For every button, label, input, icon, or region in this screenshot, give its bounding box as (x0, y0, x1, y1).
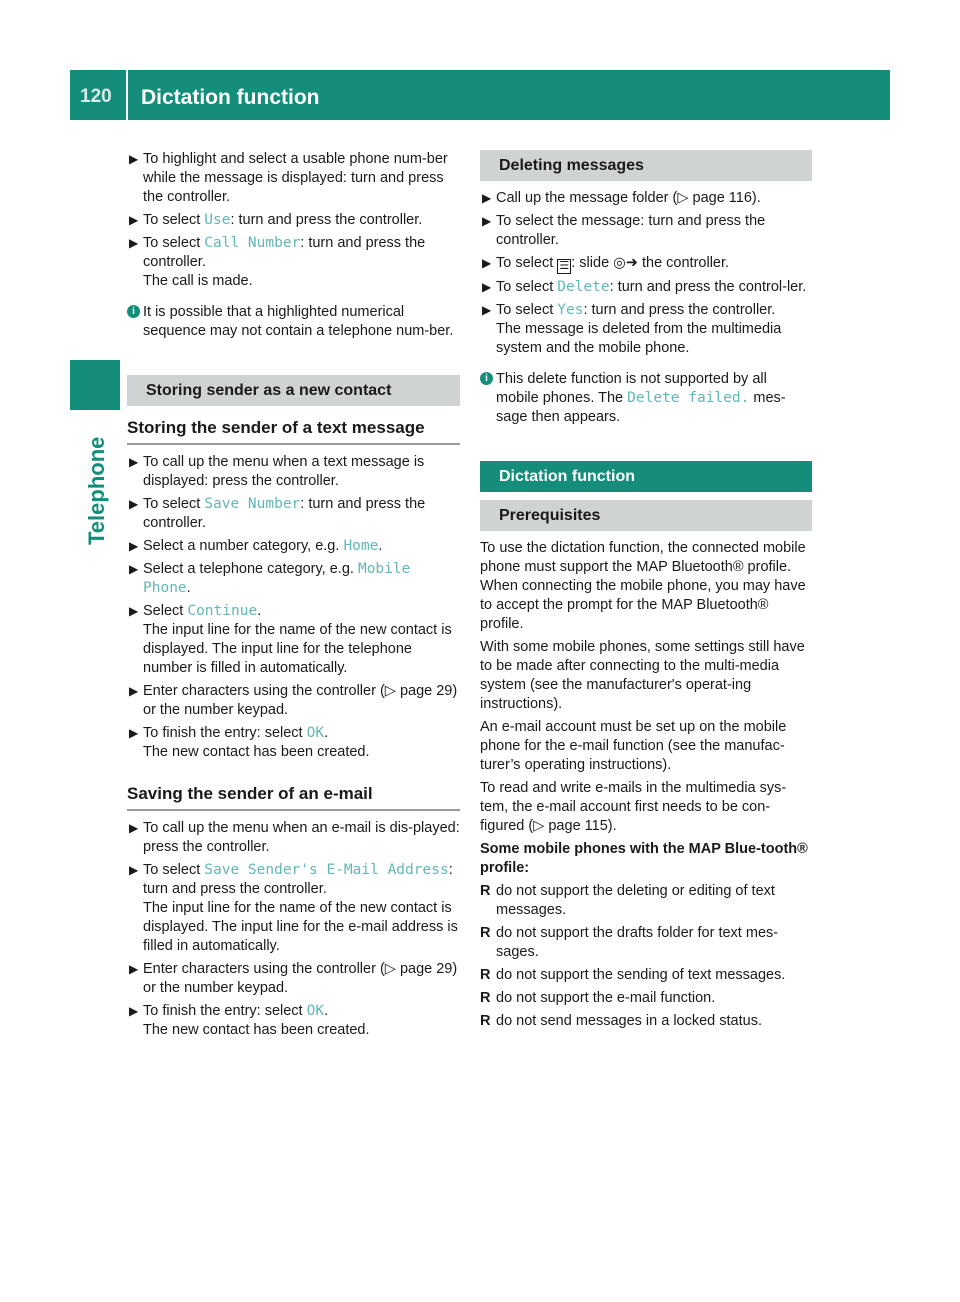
step-text: To select (496, 279, 558, 295)
step-item (127, 682, 460, 720)
arrow-icon: ▶ (129, 236, 139, 250)
bullet-marker: R (480, 990, 491, 1006)
side-tab-marker (70, 360, 120, 410)
step-item (480, 301, 812, 358)
arrow-icon: ▶ (129, 863, 139, 877)
ui-term: Use (204, 212, 231, 228)
step-text: To select (143, 212, 205, 228)
ui-term: Delete (557, 279, 610, 295)
bullet-text: do not support the drafts folder for text mes-sages. (496, 925, 779, 960)
bullet-item (480, 966, 812, 985)
ui-term: Continue (187, 603, 258, 619)
step-list (127, 150, 460, 291)
bullet-item (480, 1012, 812, 1031)
step-item (127, 211, 460, 230)
header-divider (126, 70, 128, 120)
step-result: The new contact has been created. (143, 1022, 370, 1038)
arrow-icon: ▶ (482, 256, 492, 270)
bullet-item (480, 924, 812, 962)
step-text: To select (143, 496, 205, 512)
ui-term: Call Number (204, 235, 301, 251)
step-item (127, 453, 460, 491)
step-text: To select (143, 235, 205, 251)
step-item (480, 278, 812, 297)
bold-paragraph: Some mobile phones with the MAP Blue-tooth® profile: (480, 841, 808, 876)
step-text: To highlight and select a usable phone num-ber while the message is displayed: turn and press the controller. (143, 151, 448, 205)
ui-term: Mobile Phone (143, 561, 411, 596)
paragraph: To use the dictation function, the connected mobile phone must support the MAP Bluetooth® profile. When connecting the mobile phone, you may have to accept the prompt for the MAP Bluetooth® profile. (480, 540, 806, 632)
step-text: : turn and press the controller. (230, 212, 423, 228)
step-text: To select (496, 302, 558, 318)
arrow-icon: ▶ (129, 821, 139, 835)
step-text: : turn and press the control-ler. (609, 279, 807, 295)
info-note (127, 303, 460, 341)
paragraph: With some mobile phones, some settings still have to be made after connecting to the multi-media system (see the manufacturer's operat-ing instructions). (480, 639, 805, 712)
menu-key-icon: ☰ (557, 259, 571, 274)
page-number: 120 (80, 86, 112, 107)
bullet-item (480, 989, 812, 1008)
step-text: . (186, 580, 191, 596)
arrow-icon: ▶ (129, 726, 139, 740)
ui-term: Delete failed. (627, 390, 750, 406)
step-list (127, 453, 460, 762)
step-item (127, 560, 460, 598)
info-note (480, 370, 812, 427)
info-text: This delete function is not supported by all mobile phones. The (496, 371, 767, 406)
step-text: Select a number category, e.g. (143, 538, 344, 554)
step-result: The new contact has been created. (143, 744, 370, 760)
bullet-text: do not support the deleting or editing of text messages. (496, 883, 775, 918)
arrow-icon: ▶ (482, 280, 492, 294)
step-item (127, 495, 460, 533)
paragraph-group (480, 539, 812, 836)
step-item (127, 1002, 460, 1040)
step-item (127, 960, 460, 998)
info-icon: i (127, 305, 140, 318)
step-text: To finish the entry: select (143, 1003, 307, 1019)
bullet-item (480, 882, 812, 920)
step-text: : turn and press the controller. (143, 496, 426, 531)
page-title: Dictation function (141, 86, 320, 109)
arrow-icon: ▶ (482, 214, 492, 228)
info-text: mes-sage then appears. (496, 390, 786, 425)
ui-term: Home (343, 538, 379, 554)
bullet-text: do not send messages in a locked status. (496, 1013, 762, 1029)
section-heading: Dictation function (480, 461, 812, 492)
bullet-marker: R (480, 883, 491, 899)
step-item (127, 724, 460, 762)
arrow-icon: ▶ (129, 455, 139, 469)
ui-term: OK (306, 1003, 325, 1019)
info-text: It is possible that a highlighted numerical sequence may not contain a telephone num-ber. (143, 304, 454, 339)
step-text: : turn and press the controller. (583, 302, 776, 318)
step-text: Select (143, 603, 188, 619)
arrow-icon: ▶ (129, 1004, 139, 1018)
ui-term: Save Number (204, 496, 301, 512)
step-item (480, 189, 812, 208)
subsection-heading: Saving the sender of an e-mail (127, 780, 460, 811)
ui-term: Save Sender's E-Mail Address (204, 862, 449, 878)
left-column (127, 150, 460, 1044)
arrow-icon: ▶ (129, 539, 139, 553)
step-item (127, 861, 460, 956)
paragraph: An e-mail account must be set up on the mobile phone for the e-mail function (see the manufac-turer’s operating instructions). (480, 719, 787, 773)
step-list (127, 819, 460, 1040)
step-item (127, 602, 460, 678)
paragraph: To read and write e-mails in the multimedia sys-tem, the e-mail account first needs to be con-figured (▷ page 115). (480, 780, 787, 834)
step-item (127, 819, 460, 857)
bullet-marker: R (480, 967, 491, 983)
step-text: To select the message: turn and press the controller. (496, 213, 766, 248)
step-text: To call up the menu when a text message is displayed: press the controller. (143, 454, 425, 489)
step-text: Enter characters using the controller (▷ page 29) or the number keypad. (143, 683, 458, 718)
bullet-text: do not support the sending of text messages. (496, 967, 786, 983)
step-text: . (378, 538, 383, 554)
step-text: Call up the message folder (▷ page 116). (496, 190, 761, 206)
step-list (480, 189, 812, 358)
step-item (127, 234, 460, 291)
step-result: The message is deleted from the multimedia system and the mobile phone. (496, 321, 782, 356)
step-text: To select (143, 862, 205, 878)
step-item (480, 212, 812, 250)
arrow-icon: ▶ (129, 497, 139, 511)
step-text: . (324, 1003, 329, 1019)
arrow-icon: ▶ (129, 213, 139, 227)
arrow-icon: ▶ (129, 604, 139, 618)
arrow-icon: ▶ (129, 152, 139, 166)
step-text: To call up the menu when an e-mail is dis-played: press the controller. (143, 820, 460, 855)
arrow-icon: ▶ (129, 684, 139, 698)
section-heading: Deleting messages (480, 150, 812, 181)
arrow-icon: ▶ (129, 962, 139, 976)
step-text: . (324, 725, 329, 741)
info-icon: i (480, 372, 493, 385)
subsection-heading: Prerequisites (480, 500, 812, 531)
step-text: : turn and press the controller. (143, 862, 453, 897)
step-result: The input line for the name of the new contact is displayed. The input line for the e-mail address is filled in automatically. (143, 900, 458, 954)
step-text: Select a telephone category, e.g. (143, 561, 358, 577)
right-column (480, 150, 812, 1035)
bullet-list (480, 882, 812, 1031)
step-text: To select (496, 255, 558, 271)
step-item (127, 537, 460, 556)
bullet-marker: R (480, 1013, 491, 1029)
bullet-marker: R (480, 925, 491, 941)
step-item (480, 254, 812, 274)
step-text: Enter characters using the controller (▷ page 29) or the number keypad. (143, 961, 458, 996)
side-tab-label: Telephone (84, 436, 109, 545)
step-result: The call is made. (143, 273, 253, 289)
ui-term: OK (306, 725, 325, 741)
step-text: To finish the entry: select (143, 725, 307, 741)
bullet-text: do not support the e-mail function. (496, 990, 716, 1006)
step-result: The input line for the name of the new contact is displayed. The input line for the telephone number is filled in automatically. (143, 622, 452, 676)
step-text: . (257, 603, 262, 619)
step-item (127, 150, 460, 207)
arrow-icon: ▶ (482, 191, 492, 205)
section-heading: Storing sender as a new contact (127, 375, 460, 406)
arrow-icon: ▶ (482, 303, 492, 317)
step-text: : slide ◎➜ the controller. (571, 255, 730, 271)
step-text: : turn and press the controller. (143, 235, 426, 270)
ui-term: Yes (557, 302, 584, 318)
arrow-icon: ▶ (129, 562, 139, 576)
subsection-heading: Storing the sender of a text message (127, 414, 460, 445)
